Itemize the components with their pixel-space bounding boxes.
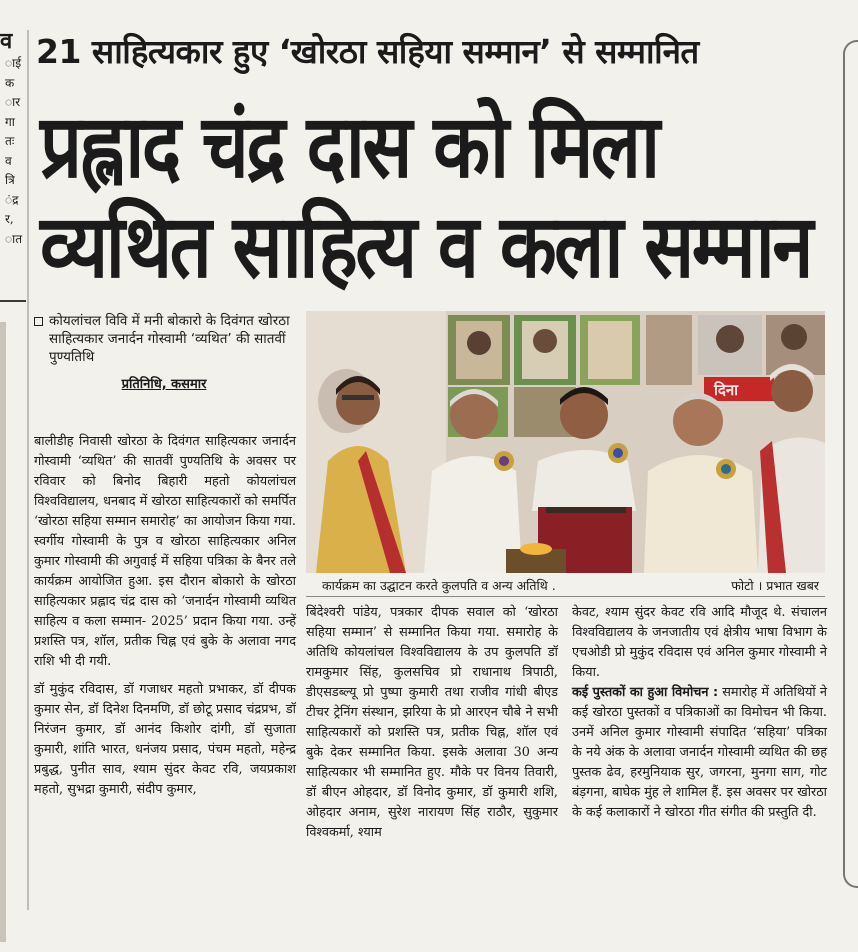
article-paragraph: केवट, श्याम सुंदर केवट रवि आदि मौजूद थे. संचालन विश्वविद्यालय के जनजातीय एवं क्षेत्रीय भाषा विभाग के एचओडी प्रो मुकुंद रविदास एवं अनिल कुमार गोस्वामी ने किया. [572,605,827,680]
article-paragraph: बालीडीह निवासी खोरठा के दिवंगत साहित्यकार जनार्दन गोस्वामी ‘व्यथित’ की सातवीं पुण्यतिथि के अवसर पर रविवार को बिनोद बिहारी महतो कोयलांचल विश्वविद्यालय, धनबाद में खोरठा साहित्यकारों को समर्पित ‘खोरठा सहिया सम्मान समारोह’ का आयोजन किया गया. स्वर्गीय गोस्वामी के पुत्र व खोरठा साहित्यकार अनिल कुमार गोस्वामी की अगुवाई में सहिया पत्रिका के बैनर तले कार्यक्रम आयोजित हुआ. इस दौरान बोकारो के खोरठा साहित्यकार प्रह्लाद चंद्र दास को ‘जनार्दन गोस्वामी व्यथित साहित्य व कला सम्मान- 2025’ प्रदान किया गया. उन्हें प्रशस्ति पत्र, शॉल, प्रतीक चिह्न एवं बुके के अलावा नगद राशि भी दी गयी. [34,434,296,669]
article-deck [34,312,294,392]
fragment-line: ात [5,231,23,246]
photo-credit: फोटो । प्रभात खबर [731,578,819,593]
fragment-line: ाई [5,56,22,70]
adjacent-headline-fragment: व [0,30,13,54]
adjacent-image-edge [0,322,6,942]
deck-text: कोयलांचल विवि में मनी बोकारो के दिवंगत खोरठा साहित्यकार जनार्दन गोस्वामी ‘व्यथित’ की सातवीं पुण्यतिथि [49,313,290,365]
main-headline-line-2: व्यथित साहित्य व कला सम्मान [40,196,811,298]
fragment-line: व [5,153,12,168]
article-column-1 [34,432,296,800]
article-paragraph: डॉ मुकुंद रविदास, डॉ गजाधर महतो प्रभाकर, डॉ दीपक कुमार सेन, डॉ दिनेश दिनमणि, डॉ छोटू प्रसाद चंद्रप्रभ, डॉ निरंजन कुमार, डॉ आनंद किशोर दांगी, डॉ सुजाता कुमारी, शांति भारत, धनंजय प्रसाद, पंचम महतो, महेन्द्र प्रबुद्ध, पुनीत साव, श्याम सुंदर केवट रवि, जयप्रकाश महतो, सुभद्रा कुमारी, संदीप कुमार, [34,682,296,797]
subhead-paragraph-text: समारोह में अतिथियों ने कई खोरठा पुस्तकों व पत्रिकाओं का विमोचन भी किया. उनमें अनिल कुमार गोस्वामी संपादित ‘सहिया’ पत्रिका के नये अंक के अलावा जनार्दन गोस्वामी व्यथित की छह पुस्तक ढेव, हरमुनियाक सुर, जगरना, मुनगा साग, गोट बंड़गना, बाघेक मुंह ले शामिल हैं. इस अवसर पर खोरठा के कई कलाकारों ने खोरठा गीत संगीत की प्रस्तुति दी. [572,685,827,820]
deck-item [34,312,294,366]
fragment-line: ार [5,95,21,109]
event-photo [306,311,825,573]
byline: प्रतिनिधि, कसमार [121,377,207,392]
fragment-line: क [5,75,15,90]
column-rule [0,300,26,302]
adjacent-box-edge [843,40,858,888]
fragment-line: ंद्र [5,192,19,207]
article-column-2 [306,603,558,843]
event-photo-illustration [306,311,825,573]
subheading: कई पुस्तकों का हुआ विमोचन : [572,685,719,700]
main-headline-line-1: प्रह्लाद चंद्र दास को मिला [40,96,658,198]
kicker-headline: 21 साहित्यकार हुए ‘खोरठा सहिया सम्मान’ से सम्मानित [36,32,699,71]
caption-text: कार्यक्रम का उद्घाटन करते कुलपति व अन्य अतिथि . [322,578,556,593]
fragment-line: त्रि [5,173,15,187]
photo-caption [306,575,825,597]
article-paragraph: बिंदेश्वरी पांडेय, पत्रकार दीपक सवाल को ‘खोरठा सहिया सम्मान’ से सम्मानित किया गया. समारोह के अतिथि कोयलांचल विश्वविद्यालय के उप कुलपति डॉ रामकुमार सिंह, कुलसचिव प्रो राधानाथ त्रिपाठी, डीएसडब्ल्यू प्रो पुष्पा कुमारी तथा राजीव गांधी बीएड टीचर ट्रेनिंग संस्थान, झरिया के प्रो आरएन चौबे ने सभी साहित्यकारों को प्रशस्ति पत्र, प्रतीक चिह्न, शॉल एवं बुके देकर सम्मानित किया. इसके अलावा 30 अन्य साहित्यकार भी सम्मानित हुए. मौके पर विनय तिवारी, डॉ बीएन ओहदार, डॉ विनोद कुमार, डॉ कुमारी शशि, ओहदार अनाम, सुरेश नारायण सिंह राठौर, सुकुमार विश्वकर्मा, श्याम [306,605,558,840]
article-paragraph-with-subhead [572,683,827,823]
fragment-line: गा [5,114,15,129]
article-column-3 [572,603,827,823]
banner-text: दिना [714,381,739,399]
column-divider [27,30,29,910]
adjacent-article-fragment [0,30,26,290]
fragment-line: र, [5,212,14,226]
square-bullet-icon [34,317,43,326]
fragment-line: तः [5,134,15,148]
